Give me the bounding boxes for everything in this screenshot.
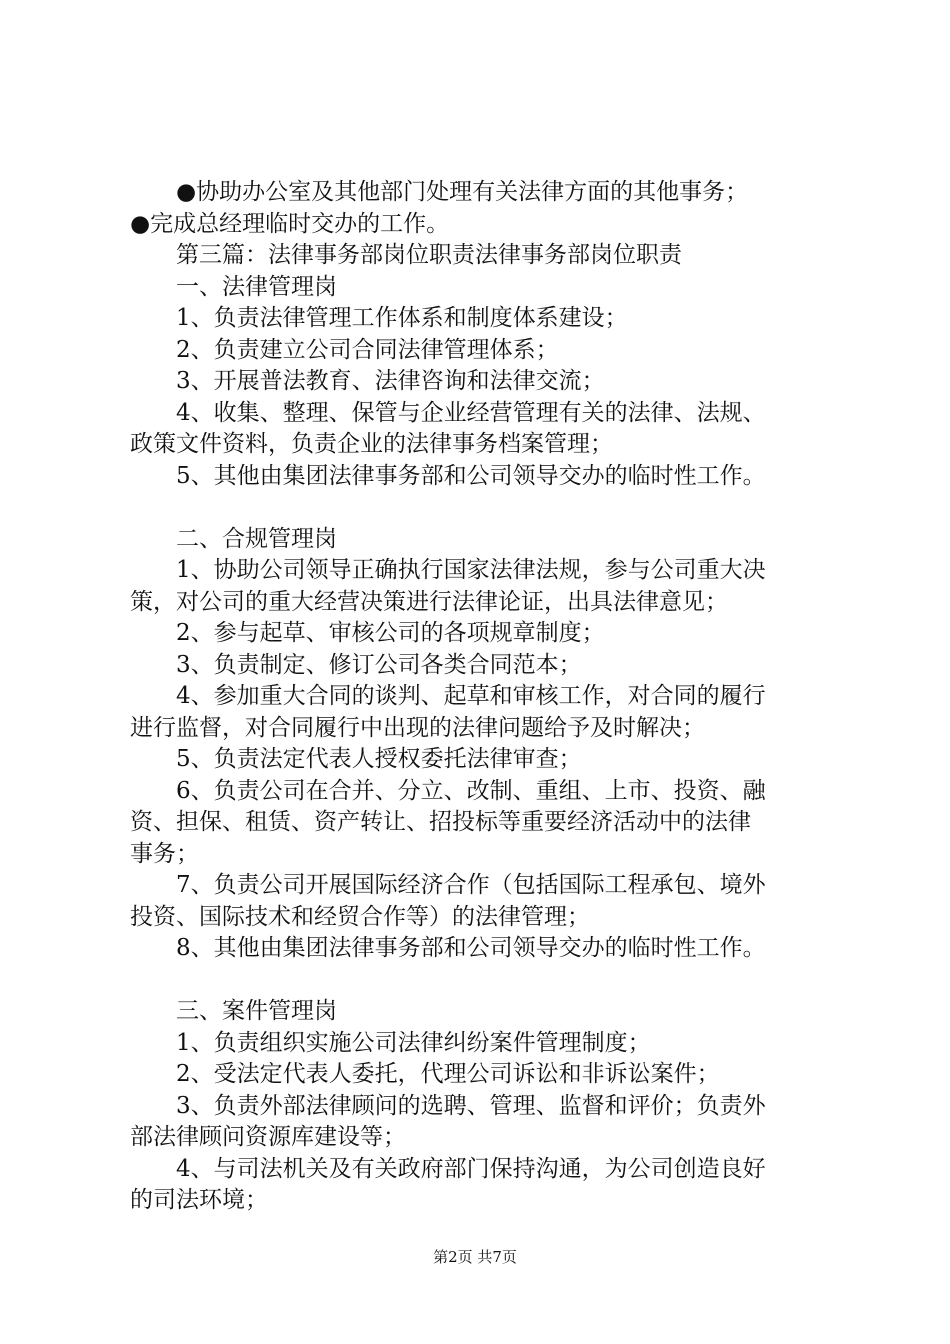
text-line: 策，对公司的重大经营决策进行法律论证，出具法律意见；	[130, 588, 728, 615]
text-line: 3、负责外部法律顾问的选聘、管理、监督和评价；负责外	[176, 1092, 766, 1119]
text-line: 第三篇：法律事务部岗位职责法律事务部岗位职责	[176, 242, 682, 268]
text-line: 4、收集、整理、保管与企业经营管理有关的法律、法规、	[176, 399, 766, 426]
text-line: 4、参加重大合同的谈判、起草和审核工作，对合同的履行	[176, 683, 766, 709]
text-line: 4、与司法机关及有关政府部门保持沟通，为公司创造良好	[176, 1155, 766, 1182]
text-line: 事务；	[130, 840, 199, 867]
text-line: 的司法环境；	[130, 1187, 268, 1213]
text-line: 8、其他由集团法律事务部和公司领导交办的临时性工作。	[176, 935, 766, 961]
text-line: 进行监督，对合同履行中出现的法律问题给予及时解决；	[130, 714, 705, 741]
text-line: ●协助办公室及其他部门处理有关法律方面的其他事务；	[176, 179, 749, 205]
blank-line	[130, 492, 830, 524]
text-line: 5、其他由集团法律事务部和公司领导交办的临时性工作。	[176, 462, 766, 489]
blank-line	[130, 965, 830, 997]
text-line: 1、负责法律管理工作体系和制度体系建设；	[176, 305, 628, 331]
text-line: 部法律顾问资源库建设等；	[130, 1124, 406, 1150]
text-line: ●完成总经理临时交办的工作。	[130, 210, 450, 237]
text-line: 1、协助公司领导正确执行国家法律法规，参与公司重大决	[176, 557, 766, 583]
text-line: 3、负责制定、修订公司各类合同范本；	[176, 651, 582, 678]
text-line: 2、负责建立公司合同法律管理体系；	[176, 336, 559, 363]
text-line: 2、受法定代表人委托，代理公司诉讼和非诉讼案件；	[176, 1061, 720, 1087]
text-line: 一、法律管理岗	[176, 273, 337, 300]
text-line: 政策文件资料，负责企业的法律事务档案管理；	[130, 431, 613, 457]
document-body	[130, 177, 830, 1217]
text-line: 1、负责组织实施公司法律纠纷案件管理制度；	[176, 1029, 651, 1056]
page-footer: 第2页 共7页	[433, 1248, 517, 1266]
text-line: 6、负责公司在合并、分立、改制、重组、上市、投资、融	[176, 777, 766, 804]
text-line: 2、参与起草、审核公司的各项规章制度；	[176, 620, 605, 646]
text-line: 资、担保、租赁、资产转让、招投标等重要经济活动中的法律	[130, 809, 751, 835]
text-line: 二、合规管理岗	[176, 525, 337, 552]
text-line: 3、开展普法教育、法律咨询和法律交流；	[176, 368, 605, 394]
text-line: 投资、国际技术和经贸合作等）的法律管理；	[130, 903, 590, 930]
text-line: 5、负责法定代表人授权委托法律审查；	[176, 746, 582, 772]
text-line: 7、负责公司开展国际经济合作（包括国际工程承包、境外	[176, 872, 766, 898]
text-line: 三、案件管理岗	[176, 998, 337, 1024]
